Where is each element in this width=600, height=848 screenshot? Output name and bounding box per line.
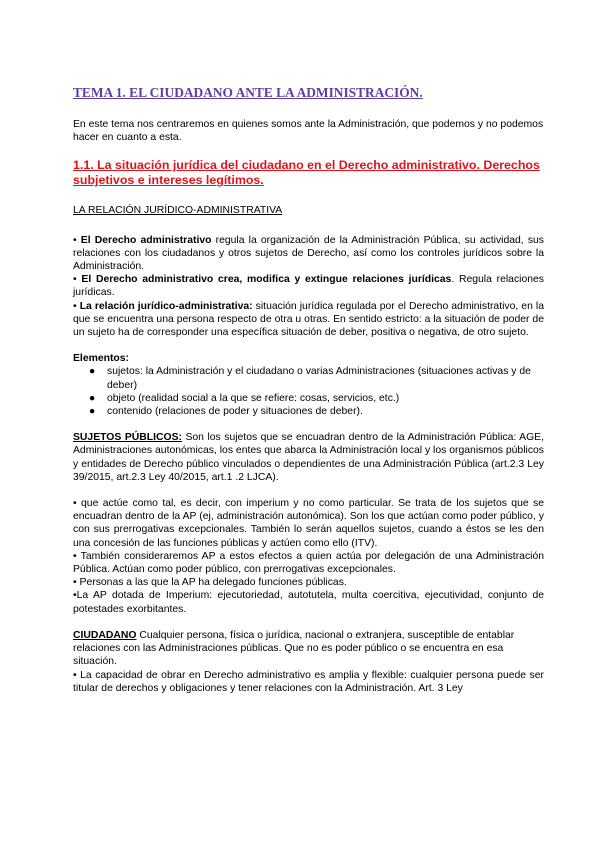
relacion-heading: LA RELACIÓN JURÍDICO-ADMINISTRATIVA <box>73 205 283 217</box>
elementos-title: Elementos: <box>73 353 130 365</box>
intro-paragraph: En este tema nos centraremos en quienes somos ante la Administración, que podemos y no podemos hacer en cuanto a esta. <box>73 119 544 144</box>
ciudadano-label: CIUDADANO <box>73 629 137 641</box>
ciudadano-item: • La capacidad de obrar en Derecho administrativo es amplia y flexible: cualquier persona puede ser titular de derechos y obligaciones y tener relaciones con la Administración. Art. 3 Ley <box>73 669 544 694</box>
spacer <box>73 418 544 431</box>
spacer <box>73 484 544 497</box>
ciudadano-text: Cualquier persona, física o jurídica, nacional o extranjera, susceptible de entablar relaciones con las Administraciones públicas. Que no es poder público o se encuentra en esa situación. <box>73 629 515 668</box>
sujetos-label: SUJETOS PÚBLICOS: <box>73 432 182 444</box>
elementos-list <box>73 365 544 418</box>
relacion-item-3 <box>73 300 544 340</box>
sujetos-item-3: • Personas a las que la AP ha delegado funciones públicas. <box>73 577 347 589</box>
list-item-text: contenido (relaciones de poder y situaciones de deber). <box>107 406 363 418</box>
document-content <box>73 85 544 695</box>
relacion-item-2-text: . Regula relaciones jurídicas. <box>73 274 544 299</box>
relacion-item-2-bold: El Derecho administrativo crea, modifica y extingue relaciones jurídicas <box>81 274 452 286</box>
page-title: TEMA 1. EL CIUDADANO ANTE LA ADMINISTRACIÓN. <box>73 85 423 100</box>
relacion-item-1 <box>73 234 544 274</box>
relacion-item-3-text: situación jurídica regulada por el Derecho administrativo, en la que se encuentra una persona respecto de otra u otras. En sentido estricto: a la situación de poder de un sujeto ha de corresponder una específica situación de deber, positiva o negativa, de otro sujeto. <box>73 300 544 339</box>
bullet: ● <box>89 406 96 418</box>
bullet: • <box>73 274 77 286</box>
bullet: ● <box>89 366 96 378</box>
sujetos-paragraph <box>73 431 544 484</box>
list-item-text: sujetos: la Administración y el ciudadano o varias Administraciones (situaciones activas y de deber) <box>107 366 531 391</box>
relacion-item-2 <box>73 273 544 299</box>
list-item <box>81 392 544 405</box>
relacion-item-1-text: regula la organización de la Administración Pública, su actividad, sus relaciones con los ciudadanos y otros sujetos de Derecho, así como los controles jurídicos sobre la Administración. <box>73 234 544 273</box>
sujetos-item-2: • También consideraremos AP a estos efectos a quien actúa por delegación de una Administración Pública. Actúan como poder público, con prerrogativas excepcionales. <box>73 550 544 576</box>
ciudadano-paragraph <box>73 629 544 669</box>
list-item-text: objeto (realidad social a la que se refiere: cosas, servicios, etc.) <box>107 392 400 404</box>
section-heading: 1.1. La situación jurídica del ciudadano en el Derecho administrativo. Derechos subjetivos e intereses legítimos. <box>73 158 540 188</box>
sujetos-item-1: • que actúe como tal, es decir, con imperium y no como particular. Se trata de los sujetos que se encuadran dentro de la AP (ej, administración autonómica). Son los que actúan como poder público, y con sus prerrogativas excepcionales. También lo serán aquellos sujetos, cuando a éstos se les den una concesión de las funciones públicas y actúen como ello (ITV). <box>73 498 544 549</box>
list-item <box>81 405 544 418</box>
list-item <box>81 365 544 391</box>
bullet: • <box>73 300 77 312</box>
relacion-item-3-bold: La relación jurídico-administrativa: <box>79 300 253 312</box>
spacer <box>73 339 544 352</box>
relacion-item-1-bold: El Derecho administrativo <box>80 234 212 246</box>
sujetos-text: Son los sujetos que se encuadran dentro de la Administración Pública: AGE, Administraciones autonómicas, los entes que abarca la Administración local y los organismos públicos y entidades de Derecho público vinculados o dependientes de una Administración Pública (art.2.3 Ley 39/2015, art.2.3 Ley 40/2015, art.1 .2 LJCA). <box>73 432 544 483</box>
bullet: ● <box>89 392 96 404</box>
bullet: • <box>73 234 77 246</box>
spacer <box>73 616 544 629</box>
sujetos-item-4: •La AP dotada de Imperium: ejecutoriedad, autotutela, multa coercitiva, ejecutividad, conjunto de potestades exorbitantes. <box>73 590 544 615</box>
